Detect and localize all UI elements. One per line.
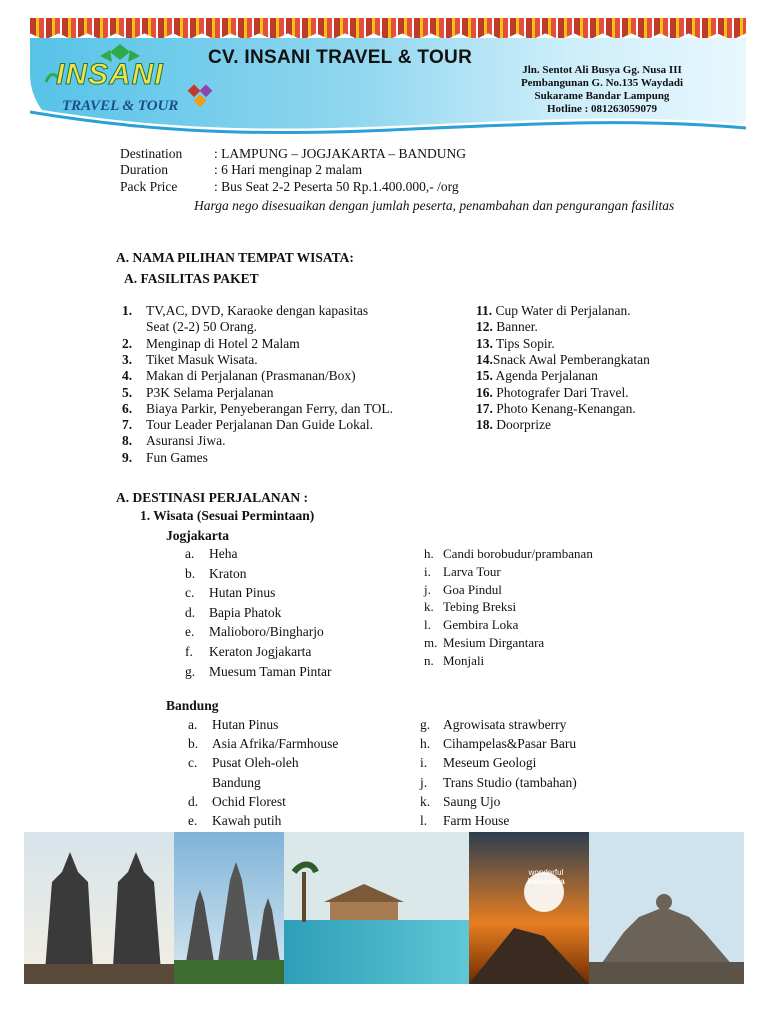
facility-text: Photografer Dari Travel. bbox=[496, 384, 629, 400]
destination-item: Kawah putih bbox=[212, 813, 282, 828]
destination-item: Trans Studio (tambahan) bbox=[443, 774, 577, 790]
facility-item: Tour Leader Perjalanan Dan Guide Lokal. bbox=[146, 417, 373, 433]
facility-number: 5. bbox=[122, 384, 133, 400]
destination-item: Heha bbox=[209, 546, 238, 561]
wisata-title: 1. Wisata (Sesuai Permintaan) bbox=[140, 508, 315, 523]
destination-letter: e. bbox=[188, 813, 198, 828]
logo-wordmark: INSANI bbox=[56, 58, 164, 91]
facility-number: 4. bbox=[122, 368, 133, 384]
destination-item: Hutan Pinus bbox=[209, 585, 276, 601]
facility-number: 7. bbox=[122, 417, 133, 433]
destination-item: Bandung bbox=[212, 774, 261, 790]
facility-number: 6. bbox=[122, 400, 133, 416]
facility-item bbox=[476, 319, 538, 335]
facility-number: 16. bbox=[476, 384, 493, 400]
destination-item: Hutan Pinus bbox=[212, 717, 279, 732]
section-fasilitas: A. FASILITAS PAKET bbox=[124, 271, 259, 286]
facility-number: 11. bbox=[476, 303, 493, 318]
jogja-title: Jogjakarta bbox=[166, 528, 229, 543]
company-logo bbox=[40, 42, 215, 122]
facility-number: 14. bbox=[476, 351, 493, 367]
facility-item bbox=[476, 401, 636, 417]
price-value: : Bus Seat 2-2 Peserta 50 Rp.1.400.000,- /org bbox=[214, 179, 459, 194]
facility-text: Photo Kenang-Kenangan. bbox=[496, 400, 636, 416]
facility-item: Menginap di Hotel 2 Malam bbox=[146, 335, 300, 351]
facility-number: 12. bbox=[476, 319, 493, 335]
facility-number: 2. bbox=[122, 335, 133, 351]
destination-letter: n. bbox=[424, 652, 434, 668]
facility-item bbox=[476, 303, 631, 319]
destination-item: Bapia Phatok bbox=[209, 604, 282, 620]
facility-text: Cup Water di Perjalanan. bbox=[495, 303, 631, 318]
facility-text: Snack Awal Pemberangkatan bbox=[492, 351, 650, 367]
destination-item: Candi borobudur/prambanan bbox=[443, 546, 593, 561]
destination-letter: j. bbox=[420, 774, 428, 790]
facility-text: Banner. bbox=[496, 319, 538, 335]
destination-label: Destination bbox=[120, 146, 183, 161]
destination-letter: d. bbox=[188, 793, 199, 809]
facility-item bbox=[476, 336, 555, 352]
facility-number: 15. bbox=[476, 368, 493, 384]
facility-number: 9. bbox=[122, 449, 133, 465]
destination-letter: c. bbox=[188, 755, 198, 771]
address-line: Pembangunan G. No.135 Waydadi bbox=[520, 77, 684, 89]
company-address bbox=[482, 64, 722, 116]
facility-item bbox=[476, 352, 650, 368]
facility-item: Biaya Parkir, Penyeberangan Ferry, dan TOL. bbox=[146, 400, 394, 416]
facility-number: 1. bbox=[122, 303, 133, 318]
destination-letter: i. bbox=[424, 563, 431, 579]
facility-item: Tiket Masuk Wisata. bbox=[146, 351, 258, 367]
destination-item: Kraton bbox=[209, 565, 247, 581]
section-tempat-wisata: A. NAMA PILIHAN TEMPAT WISATA: bbox=[116, 250, 354, 265]
destination-item: Asia Afrika/Farmhouse bbox=[212, 736, 339, 752]
facility-item: TV,AC, DVD, Karaoke dengan kapasitas bbox=[146, 303, 369, 318]
facility-item bbox=[476, 417, 551, 433]
destination-letter: j. bbox=[424, 581, 431, 597]
duration-value: : 6 Hari menginap 2 malam bbox=[214, 162, 363, 177]
destination-letter: h. bbox=[420, 736, 431, 752]
destination-item: Tebing Breksi bbox=[443, 599, 517, 615]
destination-item: Ochid Florest bbox=[212, 793, 286, 809]
hotline: Hotline : 081263059079 bbox=[547, 103, 657, 115]
facility-number: 13. bbox=[476, 335, 493, 351]
destination-item: Mesium Dirgantara bbox=[443, 635, 545, 650]
facility-item: Asuransi Jiwa. bbox=[146, 433, 226, 449]
destination-letter: g. bbox=[185, 663, 196, 679]
destination-letter: k. bbox=[420, 793, 431, 809]
address-line: Sukarame Bandar Lampung bbox=[534, 90, 670, 102]
destination-letter: m. bbox=[424, 635, 438, 650]
destination-letter: b. bbox=[185, 565, 196, 581]
destination-letter: d. bbox=[185, 604, 196, 620]
destination-letter: a. bbox=[188, 717, 198, 732]
destination-letter: b. bbox=[188, 736, 199, 752]
facility-number: 17. bbox=[476, 400, 493, 416]
facility-number: 3. bbox=[122, 351, 133, 367]
facility-text: Agenda Perjalanan bbox=[495, 368, 598, 384]
company-name: CV. INSANI TRAVEL & TOUR bbox=[208, 47, 473, 68]
duration-label: Duration bbox=[120, 162, 168, 177]
bandung-title: Bandung bbox=[166, 698, 219, 713]
destination-letter: l. bbox=[424, 617, 431, 633]
facility-item bbox=[476, 368, 598, 384]
destination-letter: c. bbox=[185, 585, 195, 601]
destination-item: Keraton Jogjakarta bbox=[209, 644, 312, 659]
destination-item: Agrowisata strawberry bbox=[443, 717, 567, 732]
destination-item: Monjali bbox=[443, 652, 485, 668]
facility-text: Tips Sopir. bbox=[496, 335, 555, 351]
facility-item: P3K Selama Perjalanan bbox=[146, 384, 274, 400]
destination-letter: a. bbox=[185, 546, 195, 561]
destination-item: Saung Ujo bbox=[443, 793, 501, 809]
facility-text: Doorprize bbox=[496, 417, 551, 433]
destination-item: Malioboro/Bingharjo bbox=[209, 624, 324, 640]
badge-line-2: indonesia bbox=[527, 877, 565, 886]
facility-item: Makan di Perjalanan (Prasmanan/Box) bbox=[146, 368, 356, 384]
destination-item: Goa Pindul bbox=[443, 581, 502, 597]
destination-value: : LAMPUNG – JOGJAKARTA – BANDUNG bbox=[214, 146, 466, 161]
destination-item: Gembira Loka bbox=[443, 617, 519, 633]
destination-letter: l. bbox=[420, 813, 428, 828]
destination-item: Muesum Taman Pintar bbox=[209, 663, 332, 679]
destination-item: Meseum Geologi bbox=[443, 755, 537, 771]
destination-item: Pusat Oleh-oleh bbox=[212, 755, 299, 771]
address-line: Jln. Sentot Ali Busya Gg. Nusa III bbox=[522, 64, 682, 76]
badge-line-1: wonderful bbox=[528, 868, 564, 877]
destination-letter: e. bbox=[185, 624, 195, 640]
facility-number: 8. bbox=[122, 433, 133, 449]
facility-number: 18. bbox=[476, 417, 493, 433]
section-destinasi: A. DESTINASI PERJALANAN : bbox=[116, 490, 309, 505]
facility-item: Seat (2-2) 50 Orang. bbox=[146, 319, 257, 335]
destination-letter: i. bbox=[420, 755, 428, 771]
destination-item: Larva Tour bbox=[443, 563, 501, 579]
facility-item bbox=[476, 385, 629, 401]
facility-item: Fun Games bbox=[146, 449, 208, 465]
destination-item: Cihampelas&Pasar Baru bbox=[443, 736, 577, 752]
logo-subtitle: TRAVEL & TOUR bbox=[62, 98, 179, 114]
price-note: Harga nego disesuaikan dengan jumlah peserta, penambahan dan pengurangan fasilitas bbox=[194, 198, 675, 213]
destination-letter: f. bbox=[185, 644, 193, 659]
destination-letter: g. bbox=[420, 717, 431, 732]
destination-letter: h. bbox=[424, 546, 434, 561]
destination-item: Farm House bbox=[443, 813, 510, 828]
footer-photo-collage bbox=[24, 832, 744, 984]
price-label: Pack Price bbox=[120, 179, 178, 194]
tourism-collage-image bbox=[24, 832, 744, 984]
batik-border bbox=[30, 18, 746, 40]
destination-letter: k. bbox=[424, 599, 434, 615]
